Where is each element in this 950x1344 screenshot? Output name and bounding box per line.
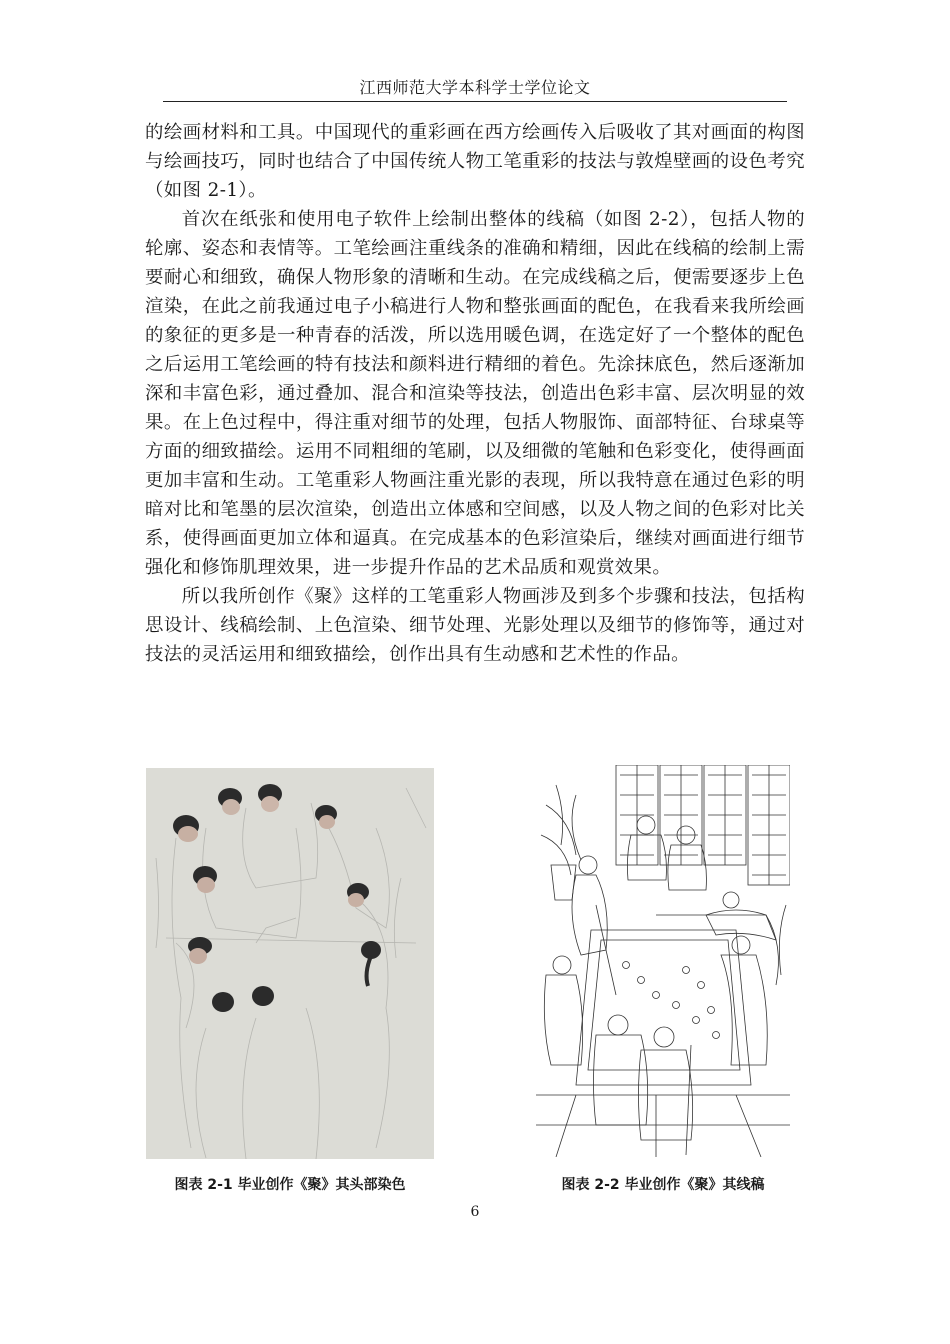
- running-header: 江西师范大学本科学士学位论文: [359, 78, 591, 97]
- figure-2-1-painting: [146, 768, 434, 1159]
- figure-2-2-image: [536, 765, 790, 1157]
- figure-2-1-image: [146, 768, 434, 1159]
- figure-2-2-caption: 图表 2-2 毕业创作《聚》其线稿: [561, 1177, 765, 1193]
- paragraph-1: 的绘画材料和工具。中国现代的重彩画在西方绘画传入后吸收了其对画面的构图与绘画技巧，同时也结合了中国传统人物工笔重彩的技法与敦煌壁画的设色考究（如图 2-1）。: [145, 122, 805, 201]
- figure-2-1-caption: 图表 2-1 毕业创作《聚》其头部染色: [174, 1177, 406, 1193]
- paragraph-2: 首次在纸张和使用电子软件上绘制出整体的线稿（如图 2-2），包括人物的轮廓、姿态和表情等。工笔绘画注重线条的准确和精细，因此在线稿的绘制上需要耐心和细致，确保人物形象的清晰和生动。在完成线稿之后，便需要逐步上色渲染，在此之前我通过电子小稿进行人物和整张画面的配色，在我看来我所绘画的象征的更多是一种青春的活泼，所以选用暖色调，在选定好了一个整体的配色之后运用工笔绘画的特有技法和颜料进行精细的着色。先涂抹底色，然后逐渐加深和丰富色彩，通过叠加、混合和渲染等技法，创造出色彩丰富、层次明显的效果。在上色过程中，得注重对细节的处理，包括人物服饰、面部特征、台球桌等方面的细致描绘。运用不同粗细的笔刷，以及细微的笔触和色彩变化，使得画面更加丰富和生动。工笔重彩人物画注重光影的表现，所以我特意在通过色彩的明暗对比和笔墨的层次渲染，创造出立体感和空间感，以及人物之间的色彩对比关系，使得画面更加立体和逼真。在完成基本的色彩渲染后，继续对画面进行细节强化和修饰肌理效果，进一步提升作品的艺术品质和观赏效果。: [145, 209, 805, 578]
- header-divider: [163, 101, 787, 102]
- body-text: [145, 118, 805, 669]
- page-number: 6: [470, 1204, 480, 1220]
- paragraph-3: 所以我所创作《聚》这样的工笔重彩人物画涉及到多个步骤和技法，包括构思设计、线稿绘制、上色渲染、细节处理、光影处理以及细节的修饰等，通过对技法的灵活运用和细致描绘，创作出具有生动感和艺术性的作品。: [145, 586, 805, 665]
- figure-2-2-line-drawing: [536, 765, 790, 1157]
